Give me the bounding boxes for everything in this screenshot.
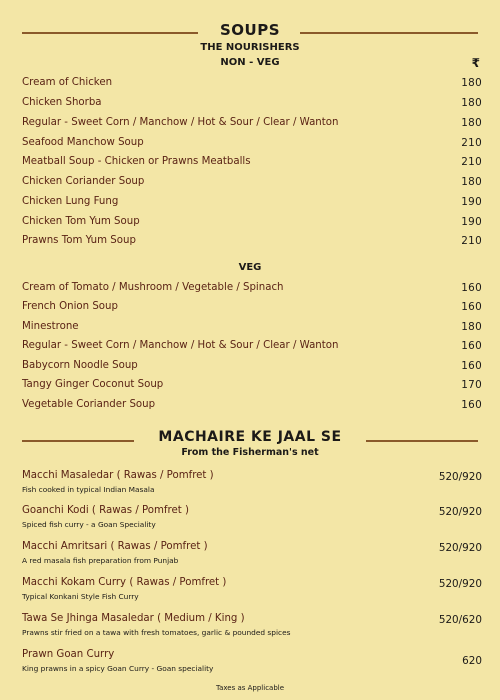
item-name: Vegetable Coriander Soup — [22, 399, 156, 410]
soups-title-row — [0, 21, 500, 41]
taxes-note: Taxes as Applicable — [215, 684, 285, 692]
item-description: A red masala fish preparation from Punjab — [22, 556, 179, 565]
item-price: 210 — [461, 235, 482, 247]
item-price: 160 — [461, 282, 482, 294]
item-price: 520/920 — [438, 506, 482, 518]
item-price: 180 — [461, 77, 482, 89]
item-price: 160 — [461, 399, 482, 411]
item-price: 620 — [462, 655, 482, 667]
menu-item — [22, 470, 482, 500]
item-description: Prawns stir fried on a tawa with fresh tomatoes, garlic & pounded spices — [22, 628, 291, 637]
menu-item — [22, 97, 482, 115]
item-name: Tawa Se Jhinga Masaledar ( Medium / King ) — [22, 613, 245, 624]
menu-item — [22, 399, 482, 417]
item-price: 210 — [461, 156, 482, 168]
item-name: Macchi Amritsari ( Rawas / Pomfret ) — [22, 541, 208, 552]
item-name: Regular - Sweet Corn / Manchow / Hot & Sour / Clear / Wanton — [22, 117, 339, 128]
soups-title: SOUPS — [219, 21, 281, 39]
item-name: Goanchi Kodi ( Rawas / Pomfret ) — [22, 505, 189, 516]
item-name: Meatball Soup - Chicken or Prawns Meatballs — [22, 156, 251, 167]
menu-item — [22, 379, 482, 397]
menu-item — [22, 176, 482, 194]
item-price: 160 — [461, 360, 482, 372]
menu-item — [22, 196, 482, 214]
item-name: Chicken Coriander Soup — [22, 176, 145, 187]
item-name: Chicken Shorba — [22, 97, 102, 108]
item-name: Chicken Tom Yum Soup — [22, 216, 140, 227]
item-name: Cream of Chicken — [22, 77, 113, 88]
menu-item — [22, 77, 482, 95]
menu-item — [22, 577, 482, 607]
item-price: 520/920 — [438, 578, 482, 590]
menu-item — [22, 360, 482, 378]
item-price: 210 — [461, 137, 482, 149]
item-description: Typical Konkani Style Fish Curry — [22, 592, 139, 601]
soups-subtitle: THE NOURISHERS — [200, 42, 300, 53]
menu-item — [22, 117, 482, 135]
item-price: 160 — [461, 340, 482, 352]
item-price: 170 — [461, 379, 482, 391]
item-name: Babycorn Noodle Soup — [22, 360, 138, 371]
menu-item — [22, 649, 482, 679]
menu-item — [22, 340, 482, 358]
item-price: 190 — [461, 216, 482, 228]
item-price: 180 — [461, 97, 482, 109]
menu-item — [22, 541, 482, 571]
item-description: King prawns in a spicy Goan Curry - Goan speciality — [22, 664, 214, 673]
item-name: Chicken Lung Fung — [22, 196, 119, 207]
menu-item — [22, 156, 482, 174]
item-price: 520/620 — [438, 614, 482, 626]
menu-item — [22, 235, 482, 253]
veg-label: VEG — [238, 262, 262, 273]
menu-item — [22, 301, 482, 319]
item-name: French Onion Soup — [22, 301, 118, 312]
item-price: 180 — [461, 321, 482, 333]
item-name: Prawn Goan Curry — [22, 649, 115, 660]
item-description: Spiced fish curry - a Goan Speciality — [22, 520, 156, 529]
fish-title-row — [0, 429, 500, 449]
item-price: 180 — [461, 176, 482, 188]
menu-item — [22, 321, 482, 339]
item-name: Cream of Tomato / Mushroom / Vegetable / Spinach — [22, 282, 284, 293]
menu-item — [22, 216, 482, 234]
item-price: 160 — [461, 301, 482, 313]
fish-title: MACHAIRE KE JAAL SE — [158, 429, 342, 445]
item-description: Fish cooked in typical Indian Masala — [22, 485, 155, 494]
nonveg-label: NON - VEG — [220, 57, 280, 68]
menu-item — [22, 137, 482, 155]
item-name: Minestrone — [22, 321, 79, 332]
item-name: Seafood Manchow Soup — [22, 137, 144, 148]
item-name: Macchi Kokam Curry ( Rawas / Pomfret ) — [22, 577, 227, 588]
item-name: Tangy Ginger Coconut Soup — [22, 379, 164, 390]
item-price: 520/920 — [438, 542, 482, 554]
menu-item — [22, 505, 482, 535]
item-name: Macchi Masaledar ( Rawas / Pomfret ) — [22, 470, 214, 481]
menu-item — [22, 613, 482, 643]
item-price: 520/920 — [438, 471, 482, 483]
item-name: Regular - Sweet Corn / Manchow / Hot & Sour / Clear / Wanton — [22, 340, 339, 351]
currency-symbol: ₹ — [471, 56, 480, 70]
item-price: 190 — [461, 196, 482, 208]
menu-item — [22, 282, 482, 300]
item-price: 180 — [461, 117, 482, 129]
item-name: Prawns Tom Yum Soup — [22, 235, 136, 246]
fish-subtitle: From the Fisherman's net — [181, 447, 319, 458]
